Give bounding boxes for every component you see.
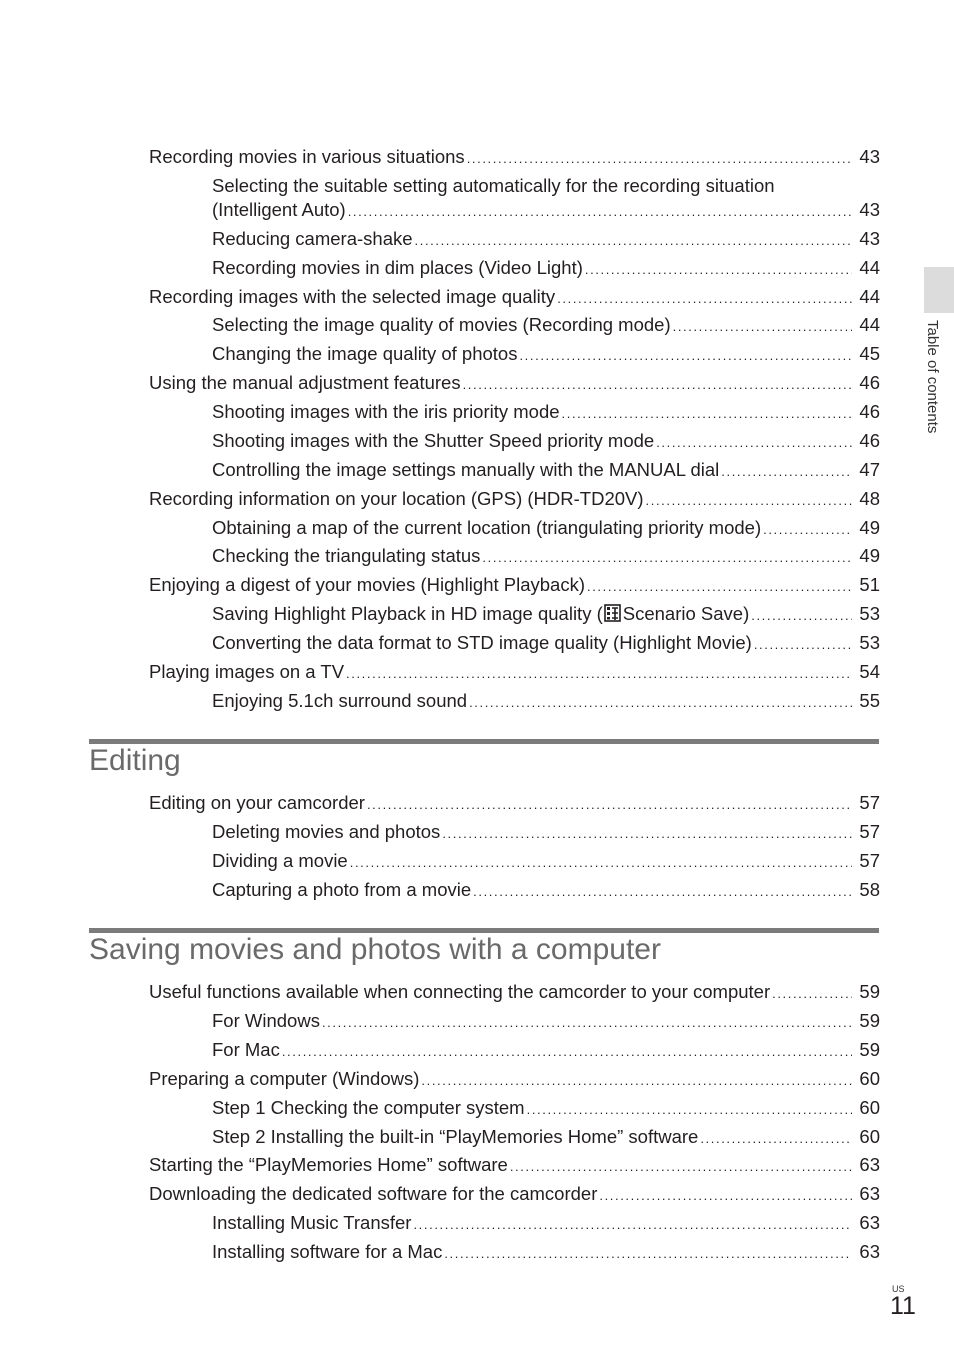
dot-leader [346, 661, 852, 687]
toc-entry-title: Recording information on your location (GPS) (HDR-TD20V) [149, 488, 644, 509]
toc-entry-title: Obtaining a map of the current location (triangulating priority mode) [212, 517, 762, 538]
dot-leader [442, 821, 852, 847]
toc-page-number: 57 [859, 850, 880, 871]
side-tab-label: Table of contents [924, 320, 941, 434]
toc-entry[interactable] [0, 1152, 880, 1178]
dot-leader [646, 488, 852, 514]
toc-page-number: 49 [859, 545, 880, 566]
toc-entry-title: Enjoying 5.1ch surround sound [212, 690, 468, 711]
toc-entry[interactable] [0, 1066, 880, 1092]
toc-entry-title: Recording movies in various situations [149, 146, 465, 167]
toc-subentry[interactable] [0, 399, 880, 425]
toc-page-number: 45 [859, 343, 880, 364]
dot-leader [599, 1183, 852, 1209]
toc-entry-title: Changing the image quality of photos [212, 343, 518, 364]
dot-leader [282, 1039, 852, 1065]
toc-page-number: 63 [859, 1212, 880, 1233]
scenario-save-icon [604, 603, 622, 623]
toc-entry[interactable] [0, 659, 880, 685]
toc-subentry[interactable] [0, 255, 880, 281]
toc-entry[interactable] [0, 284, 880, 310]
dot-leader [367, 792, 852, 818]
toc-subentry[interactable] [0, 601, 880, 627]
toc-page-number: 63 [859, 1183, 880, 1204]
toc-page-number: 47 [859, 459, 880, 480]
toc-entry-title: Step 1 Checking the computer system [212, 1097, 525, 1118]
section-divider [89, 739, 879, 744]
toc-entry[interactable] [0, 790, 880, 816]
dot-leader [469, 690, 852, 716]
toc-entry-title: Checking the triangulating status [212, 545, 481, 566]
dot-leader [587, 574, 852, 600]
dot-leader [421, 1068, 852, 1094]
toc-entry[interactable] [0, 486, 880, 512]
toc-page-number: 55 [859, 690, 880, 711]
toc-subentry[interactable] [0, 848, 880, 874]
page-number: 11 [890, 1292, 916, 1320]
toc-entry-title: Playing images on a TV [149, 661, 345, 682]
toc-subentry[interactable] [0, 312, 880, 338]
toc-entry-title: Recording images with the selected image quality [149, 286, 556, 307]
toc-page-number: 60 [859, 1097, 880, 1118]
toc-subentry[interactable] [0, 819, 880, 845]
toc-entry-title: Capturing a photo from a movie [212, 879, 472, 900]
toc-entry-title: Step 2 Installing the built-in “PlayMemories Home” software [212, 1126, 699, 1147]
side-tab-marker [924, 267, 954, 313]
dot-leader [467, 146, 852, 172]
toc-subentry[interactable] [0, 226, 880, 252]
dot-leader [482, 545, 852, 571]
toc-entry-title [212, 601, 749, 627]
toc-subentry[interactable] [0, 341, 880, 367]
toc-entry-first-line: Selecting the suitable setting automatically for the recording situation [212, 175, 775, 196]
toc-subentry[interactable] [0, 630, 880, 656]
toc-entry-title: Dividing a movie [212, 850, 348, 871]
toc-entry-title: Shooting images with the Shutter Speed priority mode [212, 430, 655, 451]
section-title: Editing [89, 744, 181, 777]
toc-page-number: 57 [859, 821, 880, 842]
toc-subentry[interactable] [0, 515, 880, 541]
toc-page-number: 46 [859, 372, 880, 393]
toc-subentry[interactable] [0, 1037, 880, 1063]
toc-page-number: 43 [859, 228, 880, 249]
dot-leader [656, 430, 852, 456]
toc-subentry[interactable] [0, 1008, 880, 1034]
dot-leader [527, 1097, 852, 1123]
toc-entry-title: Selecting the image quality of movies (Recording mode) [212, 314, 671, 335]
toc-entry-title: Installing software for a Mac [212, 1241, 443, 1262]
toc-entry-title: Recording movies in dim places (Video Light) [212, 257, 583, 278]
toc-entry-title: Preparing a computer (Windows) [149, 1068, 420, 1089]
dot-leader [751, 603, 852, 629]
toc-subentry[interactable] [0, 457, 880, 483]
toc-entry-title: (Intelligent Auto) [212, 199, 346, 220]
toc-page-number: 46 [859, 430, 880, 451]
toc-page-number: 59 [859, 1039, 880, 1060]
toc-entry-title: For Mac [212, 1039, 280, 1060]
toc-page-number: 44 [859, 286, 880, 307]
toc-page-number: 54 [859, 661, 880, 682]
dot-leader [322, 1010, 852, 1036]
toc-page-number: 48 [859, 488, 880, 509]
toc-entry-title-suffix: Scenario Save) [622, 603, 750, 624]
toc-entry-title: Shooting images with the iris priority mode [212, 401, 560, 422]
toc-entry-title-prefix: Saving Highlight Playback in HD image quality ( [212, 603, 603, 624]
toc-entry-title: Reducing camera-shake [212, 228, 413, 249]
dot-leader [557, 286, 852, 312]
toc-entry[interactable] [0, 572, 880, 598]
toc-page-number: 44 [859, 314, 880, 335]
toc-entry-title: Downloading the dedicated software for the camcorder [149, 1183, 598, 1204]
toc-entry-title: Installing Music Transfer [212, 1212, 412, 1233]
dot-leader [754, 632, 852, 658]
dot-leader [510, 1154, 852, 1180]
toc-entry-title: For Windows [212, 1010, 320, 1031]
toc-page-number: 63 [859, 1154, 880, 1175]
dot-leader [772, 981, 852, 1007]
toc-entry[interactable] [0, 1181, 880, 1207]
toc-page-number: 51 [859, 574, 880, 595]
toc-page-number: 44 [859, 257, 880, 278]
dot-leader [721, 459, 852, 485]
toc-page-number: 60 [859, 1068, 880, 1089]
dot-leader [763, 517, 852, 543]
toc-page-number: 43 [859, 199, 880, 220]
toc-page-number: 63 [859, 1241, 880, 1262]
toc-entry-title: Deleting movies and photos [212, 821, 441, 842]
dot-leader [585, 257, 852, 283]
dot-leader [444, 1241, 852, 1267]
toc-subentry[interactable] [0, 877, 880, 903]
toc-page-number: 60 [859, 1126, 880, 1147]
toc-entry-title: Starting the “PlayMemories Home” software [149, 1154, 508, 1175]
page-region-code: US [892, 1284, 905, 1294]
toc-entry-title: Controlling the image settings manually with the MANUAL dial [212, 459, 720, 480]
toc-entry[interactable] [0, 144, 880, 170]
toc-page-number: 53 [859, 632, 880, 653]
toc-subentry[interactable] [0, 1210, 880, 1236]
toc-page-number: 58 [859, 879, 880, 900]
toc-page-number: 53 [859, 603, 880, 624]
toc-entry[interactable] [0, 979, 880, 1005]
dot-leader [463, 372, 852, 398]
toc-page-number: 59 [859, 1010, 880, 1031]
toc-entry[interactable] [0, 370, 880, 396]
toc-subentry[interactable] [0, 1239, 880, 1265]
toc-subentry[interactable] [0, 688, 880, 714]
dot-leader [348, 199, 852, 225]
dot-leader [350, 850, 852, 876]
dot-leader [673, 314, 852, 340]
dot-leader [413, 1212, 852, 1238]
toc-entry-title: Enjoying a digest of your movies (Highlight Playback) [149, 574, 585, 595]
toc-subentry[interactable] [0, 197, 880, 223]
toc-subentry[interactable] [0, 1095, 880, 1121]
toc-entry-title: Converting the data format to STD image quality (Highlight Movie) [212, 632, 752, 653]
toc-entry-title: Editing on your camcorder [149, 792, 365, 813]
toc-page-number: 59 [859, 981, 880, 1002]
dot-leader [562, 401, 852, 427]
dot-leader [519, 343, 852, 369]
toc-subentry[interactable] [0, 1124, 880, 1150]
toc-page-number: 43 [859, 146, 880, 167]
toc-page-number: 49 [859, 517, 880, 538]
toc-subentry[interactable] [0, 428, 880, 454]
section-title: Saving movies and photos with a computer [89, 933, 661, 966]
toc-entry-title: Using the manual adjustment features [149, 372, 461, 393]
dot-leader [415, 228, 852, 254]
toc-page-number: 57 [859, 792, 880, 813]
toc-subentry[interactable] [0, 543, 880, 569]
dot-leader [473, 879, 852, 905]
dot-leader [700, 1126, 852, 1152]
toc-entry-title: Useful functions available when connecting the camcorder to your computer [149, 981, 771, 1002]
toc-page-number: 46 [859, 401, 880, 422]
